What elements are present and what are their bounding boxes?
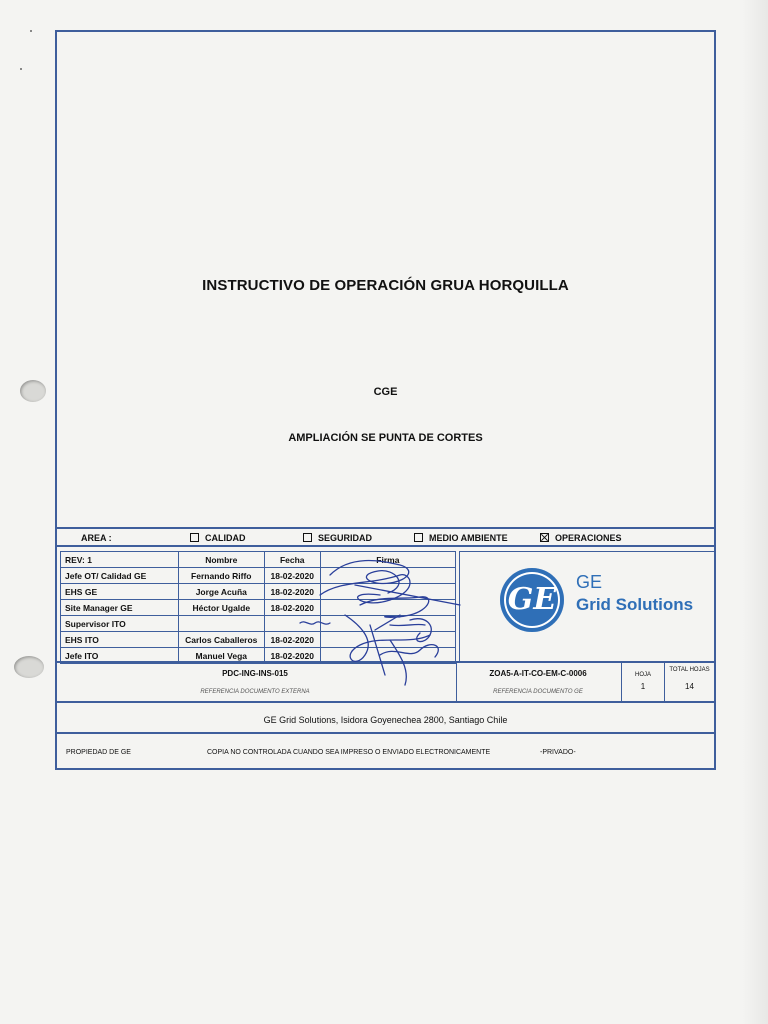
signature-cell <box>320 600 455 616</box>
area-row <box>57 527 714 547</box>
table-header-row <box>61 552 456 568</box>
footer-row <box>57 739 714 766</box>
external-reference-code: PDC-ING-INS-015 <box>222 669 288 678</box>
punch-hole-lower <box>14 656 44 678</box>
divider <box>621 663 622 701</box>
table-row <box>61 632 456 648</box>
scan-speck <box>30 30 32 32</box>
signature-cell <box>320 632 455 648</box>
ge-monogram-logo: GE <box>500 568 564 632</box>
company-address: GE Grid Solutions, Isidora Goyenechea 2800, Santiago Chile <box>57 707 714 734</box>
name-header: Nombre <box>178 552 264 568</box>
checkbox-icon <box>190 533 199 542</box>
ge-logo-text: GE <box>576 572 603 592</box>
total-sheets-label: TOTAL HOJAS <box>669 667 710 673</box>
ge-reference-label: REFERENCIA DOCUMENTO GE <box>493 689 583 695</box>
name-cell: Héctor Ugalde <box>178 600 264 616</box>
area-option-seguridad: SEGURIDAD <box>303 533 372 543</box>
table-row <box>61 616 456 632</box>
name-cell: Fernando Riffo <box>178 568 264 584</box>
total-sheets-value: 14 <box>685 682 694 691</box>
table-row <box>61 584 456 600</box>
date-header: Fecha <box>264 552 320 568</box>
checked-checkbox-icon <box>540 533 549 542</box>
area-option-calidad: CALIDAD <box>190 533 246 543</box>
role-cell: EHS ITO <box>61 632 179 648</box>
area-label: AREA : <box>81 533 112 543</box>
reference-row <box>57 661 714 703</box>
checkbox-icon <box>414 533 423 542</box>
signature-cell <box>320 584 455 600</box>
date-cell: 18-02-2020 <box>264 632 320 648</box>
ge-logo-block <box>459 551 715 662</box>
area-option-operaciones: OPERACIONES <box>540 533 622 543</box>
date-cell: 18-02-2020 <box>264 648 320 664</box>
date-cell: 18-02-2020 <box>264 600 320 616</box>
uncontrolled-copy-notice: COPIA NO CONTROLADA CUANDO SEA IMPRESO O ENVIADO ELECTRONICAMENTE <box>207 749 491 756</box>
table-row <box>61 568 456 584</box>
grid-solutions-logo-text: Grid Solutions <box>576 595 694 614</box>
owner-notice: PROPIEDAD DE GE <box>66 749 131 756</box>
punch-hole-upper <box>20 380 46 402</box>
document-frame <box>55 30 716 770</box>
approvals-table <box>60 551 456 664</box>
table-row <box>61 600 456 616</box>
name-cell <box>178 616 264 632</box>
document-title: INSTRUCTIVO DE OPERACIÓN GRUA HORQUILLA <box>202 277 569 294</box>
area-option-medio-ambiente: MEDIO AMBIENTE <box>414 533 508 543</box>
page-edge-shadow <box>742 0 768 1024</box>
name-cell: Jorge Acuña <box>178 584 264 600</box>
name-cell: Carlos Caballeros <box>178 632 264 648</box>
role-cell: EHS GE <box>61 584 179 600</box>
client-name: CGE <box>373 386 398 398</box>
signature-cell <box>320 568 455 584</box>
signature-header: Firma <box>320 552 455 568</box>
classification-label: -PRIVADO- <box>540 749 576 756</box>
role-cell: Supervisor ITO <box>61 616 179 632</box>
external-reference-label: REFERENCIA DOCUMENTO EXTERNA <box>200 689 310 695</box>
role-cell: Site Manager GE <box>61 600 179 616</box>
sheet-value: 1 <box>640 682 646 691</box>
sheet-label: HOJA <box>634 672 651 678</box>
signature-cell <box>320 616 455 632</box>
role-cell: Jefe ITO <box>61 648 179 664</box>
rev-header: REV: 1 <box>61 552 179 568</box>
role-cell: Jefe OT/ Calidad GE <box>61 568 179 584</box>
date-cell <box>264 616 320 632</box>
checkbox-icon <box>303 533 312 542</box>
project-name: AMPLIACIÓN SE PUNTA DE CORTES <box>288 432 483 444</box>
scan-speck <box>20 68 22 70</box>
ge-reference-code: ZOA5-A-IT-CO-EM-C-0006 <box>489 669 587 678</box>
date-cell: 18-02-2020 <box>264 568 320 584</box>
date-cell: 18-02-2020 <box>264 584 320 600</box>
name-cell: Manuel Vega <box>178 648 264 664</box>
